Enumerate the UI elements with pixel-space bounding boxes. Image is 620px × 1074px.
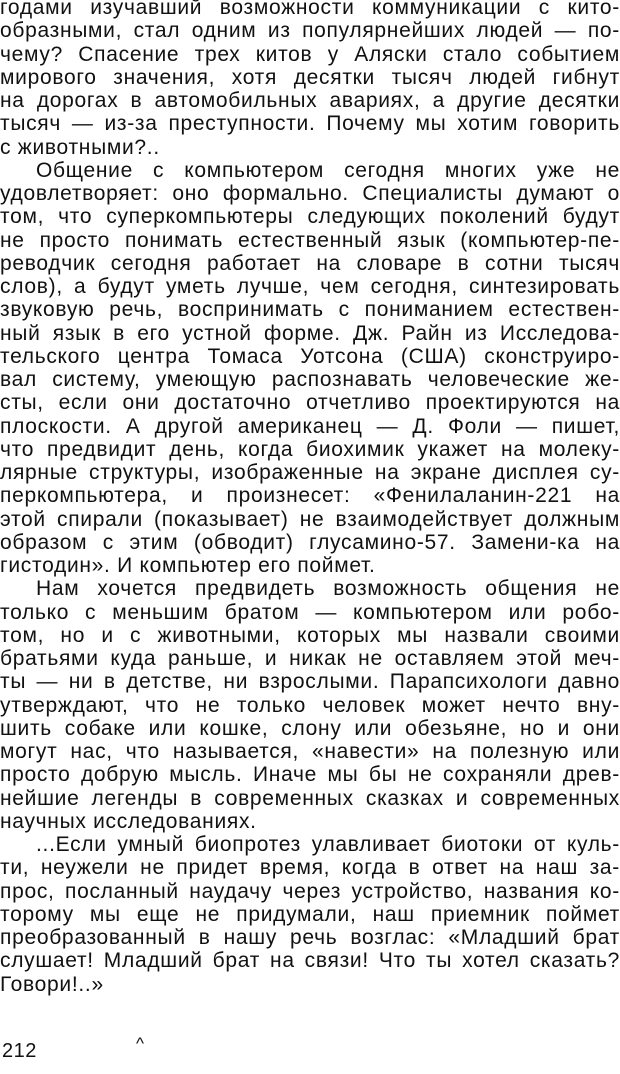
text-line: мирового значения, хотя десятки тысяч людей гибнут [0,65,620,89]
paragraph [0,833,620,996]
text-line: с животными?.. [0,135,160,159]
text-line: удовлетворяет: оно формально. Специалисты думают о [0,182,620,205]
page-number: 212 [2,1040,37,1062]
text-line: ти, неужели не придет время, когда в ответ на наш за- [0,856,620,880]
text-line: просто добрую мысль. Иначе мы бы не сохраняли древ- [0,763,620,787]
text-line: братьями куда раньше, и никак не оставляем этой меч- [0,647,620,670]
text-line: ты — ни в детстве, ни взрослыми. Парапсихологи давно [0,670,620,694]
text-line: образными, стал одним из популярнейших людей — по- [0,19,620,43]
text-line: слушает! Младший брат на связи! Что ты хотел сказать? [0,949,620,973]
text-line: шить собаке или кошке, слону или обезьяне, но и они [0,716,620,740]
text-line: торому мы еще не придумали, наш приемник поймет [0,902,620,926]
text-line: научных исследованиях. [0,809,257,833]
text-line: образом с этим (обводит) глусамино-57. Замени-ка на [0,530,620,554]
text-line: Общение с компьютером сегодня многих уже не [36,158,620,182]
text-line: том, но и с животными, которых мы назвали своими [0,623,620,647]
text-line: слов), а будут уметь лучше, чем сегодня, синтезировать [0,275,620,298]
text-line: преобразованный в нашу речь возглас: «Младший брат [0,926,620,949]
paragraph [0,159,620,578]
text-line: на дорогах в автомобильных авариях, а другие десятки [0,89,620,112]
text-line: не просто понимать естественный язык (компьютер-пе- [0,228,620,252]
text-line: Нам хочется предвидеть возможность общения не [36,577,620,601]
text-line: годами изучавший возможности коммуникации с кито- [0,0,620,19]
text-line: только с меньшим братом — компьютером или робо- [0,600,620,624]
text-line: что предвидит день, когда биохимик укажет на молеку- [0,437,620,461]
text-line: вал систему, умеющую распознавать человеческие же- [0,368,620,391]
paragraph [0,577,620,833]
text-line: ...Если умный биопротез улавливает биотоки от куль- [36,833,620,856]
text-line: тельского центра Томаса Уотсона (США) сконструиро- [0,344,620,368]
text-line: тысяч — из-за преступности. Почему мы хотим говорить [0,112,620,136]
text-line: звуковую речь, воспринимать с пониманием естествен- [0,298,620,322]
text-line: утверждают, что не только человек может нечто вну- [0,693,620,717]
text-line: лярные структуры, изображенные на экране дисплея су- [0,461,620,484]
margin-mark: ^ [136,1034,144,1053]
text-line: могут нас, что называется, «навести» на полезную или [0,740,620,763]
text-line: сты, если они достаточно отчетливо проектируются на [0,391,620,415]
text-line: гистодин». И компьютер его поймет. [0,554,376,577]
paragraph [0,0,620,159]
text-line: прос, посланный наудачу через устройство, названия ко- [0,879,620,903]
text-line: чему? Спасение трех китов у Аляски стало событием [0,42,620,66]
text-line: перкомпьютера, и произнесет: «Фенилаланин-221 на [0,484,620,508]
text-line: Говори!..» [0,972,104,996]
text-line: том, что суперкомпьютеры следующих поколений будут [0,205,620,229]
text-line: плоскости. А другой американец — Д. Фоли — пишет, [0,414,620,438]
text-line: нейшие легенды в современных сказках и современных [0,786,620,810]
text-line: этой спирали (показывает) не взаимодействует должным [0,507,620,531]
text-line: ный язык в его устной форме. Дж. Райн из Исследова- [0,321,620,345]
text-line: реводчик сегодня работает на словаре в сотни тысяч [0,251,620,275]
